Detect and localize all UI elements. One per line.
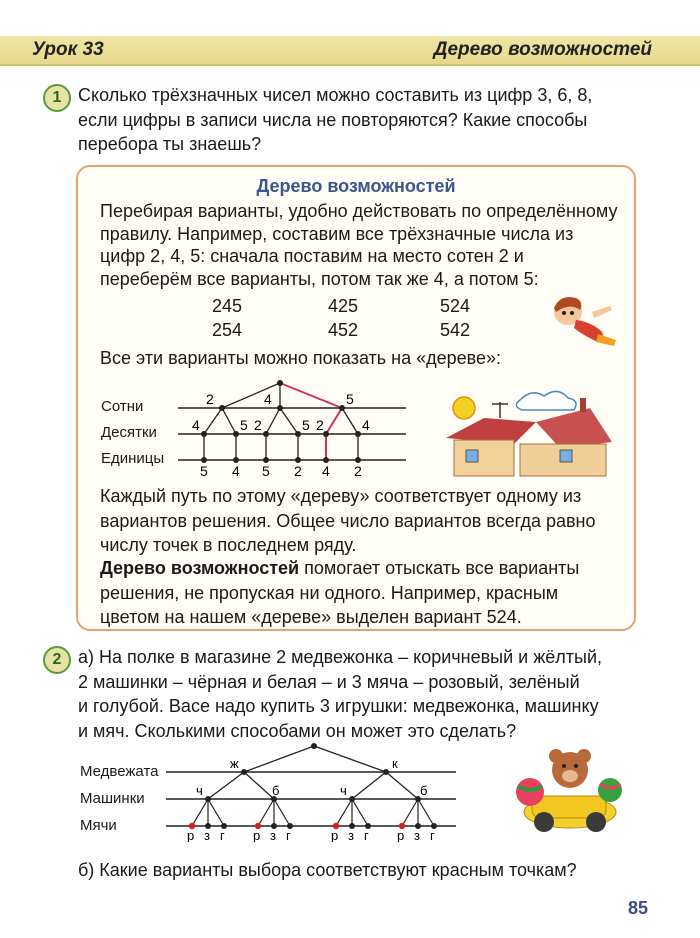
task-1-number: 1	[43, 84, 71, 112]
tree2-letter: з	[414, 828, 420, 842]
tree-digit: 2	[316, 417, 324, 433]
tree2-letter: б	[272, 783, 280, 798]
tree2-letter: р	[397, 828, 405, 842]
tree2-row-label: Машинки	[80, 790, 145, 807]
tree-digit: 5	[302, 417, 310, 433]
tree-digit: 5	[240, 417, 248, 433]
tree2-letter: г	[364, 828, 369, 842]
term-line: цветом на нашем «дереве» выделен вариант 524.	[100, 607, 522, 627]
tree2-letter: г	[220, 828, 225, 842]
tree2-letter: ч	[196, 783, 203, 798]
tree2-row-label: Мячи	[80, 817, 117, 834]
page-number: 85	[627, 898, 648, 918]
path-line: вариантов решения. Общее число вариантов всегда равно	[100, 510, 596, 531]
tree-digit: 2	[206, 391, 214, 407]
tree-digit: 2	[354, 463, 362, 478]
task-1-text	[78, 83, 638, 157]
tree-digit: 4	[192, 417, 200, 433]
task-2-line: а) На полке в магазине 2 медвежонка – коричневый и жёлтый,	[78, 647, 603, 667]
intro-line: Перебирая варианты, удобно действовать по определённому	[100, 201, 618, 221]
term-rest: помогает отыскать все варианты	[299, 558, 580, 578]
digits-tree-diagram	[170, 380, 410, 478]
tree-digit: 4	[232, 463, 240, 478]
tree-digit: 4	[322, 463, 330, 478]
task-2-line: 2 машинки – чёрная и белая – и 3 мяча – розовый, зелёный	[78, 671, 580, 692]
task-2-line: и голубой. Васе надо купить 3 игрушки: медвежонка, машинку	[78, 696, 599, 716]
tree-row-label: Сотни	[101, 398, 144, 415]
info-box-intro	[100, 200, 620, 290]
tree2-letter: ч	[340, 783, 347, 798]
lesson-topic: Дерево возможностей	[433, 39, 652, 60]
tree-digit: 5	[200, 463, 208, 478]
tree2-letter: р	[187, 828, 195, 842]
tree2-row-label: Медвежата	[80, 763, 159, 780]
path-line: числу точек в последнем ряду.	[100, 535, 357, 555]
info-box-title: Дерево возможностей	[256, 176, 456, 196]
toys-illustration	[514, 742, 624, 838]
tree2-letter: к	[392, 756, 398, 771]
tree2-letter: р	[253, 828, 261, 842]
path-line: Каждый путь по этому «дереву» соответствует одному из	[100, 486, 582, 506]
bold-term: Дерево возможностей	[100, 558, 300, 578]
tree-row-label: Десятки	[101, 424, 157, 441]
lesson-header-bar	[0, 36, 700, 66]
flying-boy-illustration	[540, 292, 620, 350]
number-item: 254	[212, 320, 243, 340]
lesson-number: Урок 33	[32, 39, 104, 60]
tree2-letter: з	[348, 828, 354, 842]
task-1-line: Сколько трёхзначных чисел можно составить из цифр 3, 6, 8,	[78, 85, 593, 105]
tree-digit: 4	[264, 391, 272, 407]
number-item: 245	[212, 296, 243, 316]
task-2-line: и мяч. Сколькими способами он может это сделать?	[78, 720, 517, 741]
tree2-letter: ж	[230, 756, 239, 771]
tree-digit: 4	[362, 417, 370, 433]
intro-line: переберём все варианты, потом так же 4, а потом 5:	[100, 268, 539, 289]
tree-intro: Все эти варианты можно показать на «дереве»:	[100, 348, 502, 368]
number-item: 425	[328, 296, 359, 316]
term-definition	[100, 556, 620, 630]
task-2-number: 2	[43, 646, 71, 674]
task-2-text	[78, 645, 638, 743]
intro-line: правилу. Например, составим все трёхзначные числа из	[100, 223, 574, 244]
house-illustration	[440, 378, 615, 478]
number-item: 542	[440, 320, 471, 340]
tree2-letter: б	[420, 783, 428, 798]
number-item: 524	[440, 296, 471, 316]
tree-digit: 5	[346, 391, 354, 407]
tree-digit: 2	[294, 463, 302, 478]
term-line: решения, не пропуская ни одного. Например, красным	[100, 582, 559, 603]
intro-line: цифр 2, 4, 5: сначала поставим на место сотен 2 и	[100, 246, 524, 266]
tree2-letter: г	[430, 828, 435, 842]
task-1-line: перебора ты знаешь?	[78, 134, 262, 154]
task-2-question-b: б) Какие варианты выбора соответствуют красным точкам?	[78, 860, 577, 880]
tree2-letter: з	[204, 828, 210, 842]
path-explanation	[100, 484, 620, 558]
number-item: 452	[328, 320, 359, 340]
toys-tree-diagram	[160, 738, 460, 842]
tree-digit: 2	[254, 417, 262, 433]
tree2-letter: з	[270, 828, 276, 842]
task-1-line: если цифры в записи числа не повторяются? Какие способы	[78, 109, 588, 130]
term-first-line	[100, 556, 620, 581]
tree2-letter: р	[331, 828, 339, 842]
tree-digit: 5	[262, 463, 270, 478]
tree2-letter: г	[286, 828, 291, 842]
tree-row-label: Единицы	[101, 450, 165, 467]
